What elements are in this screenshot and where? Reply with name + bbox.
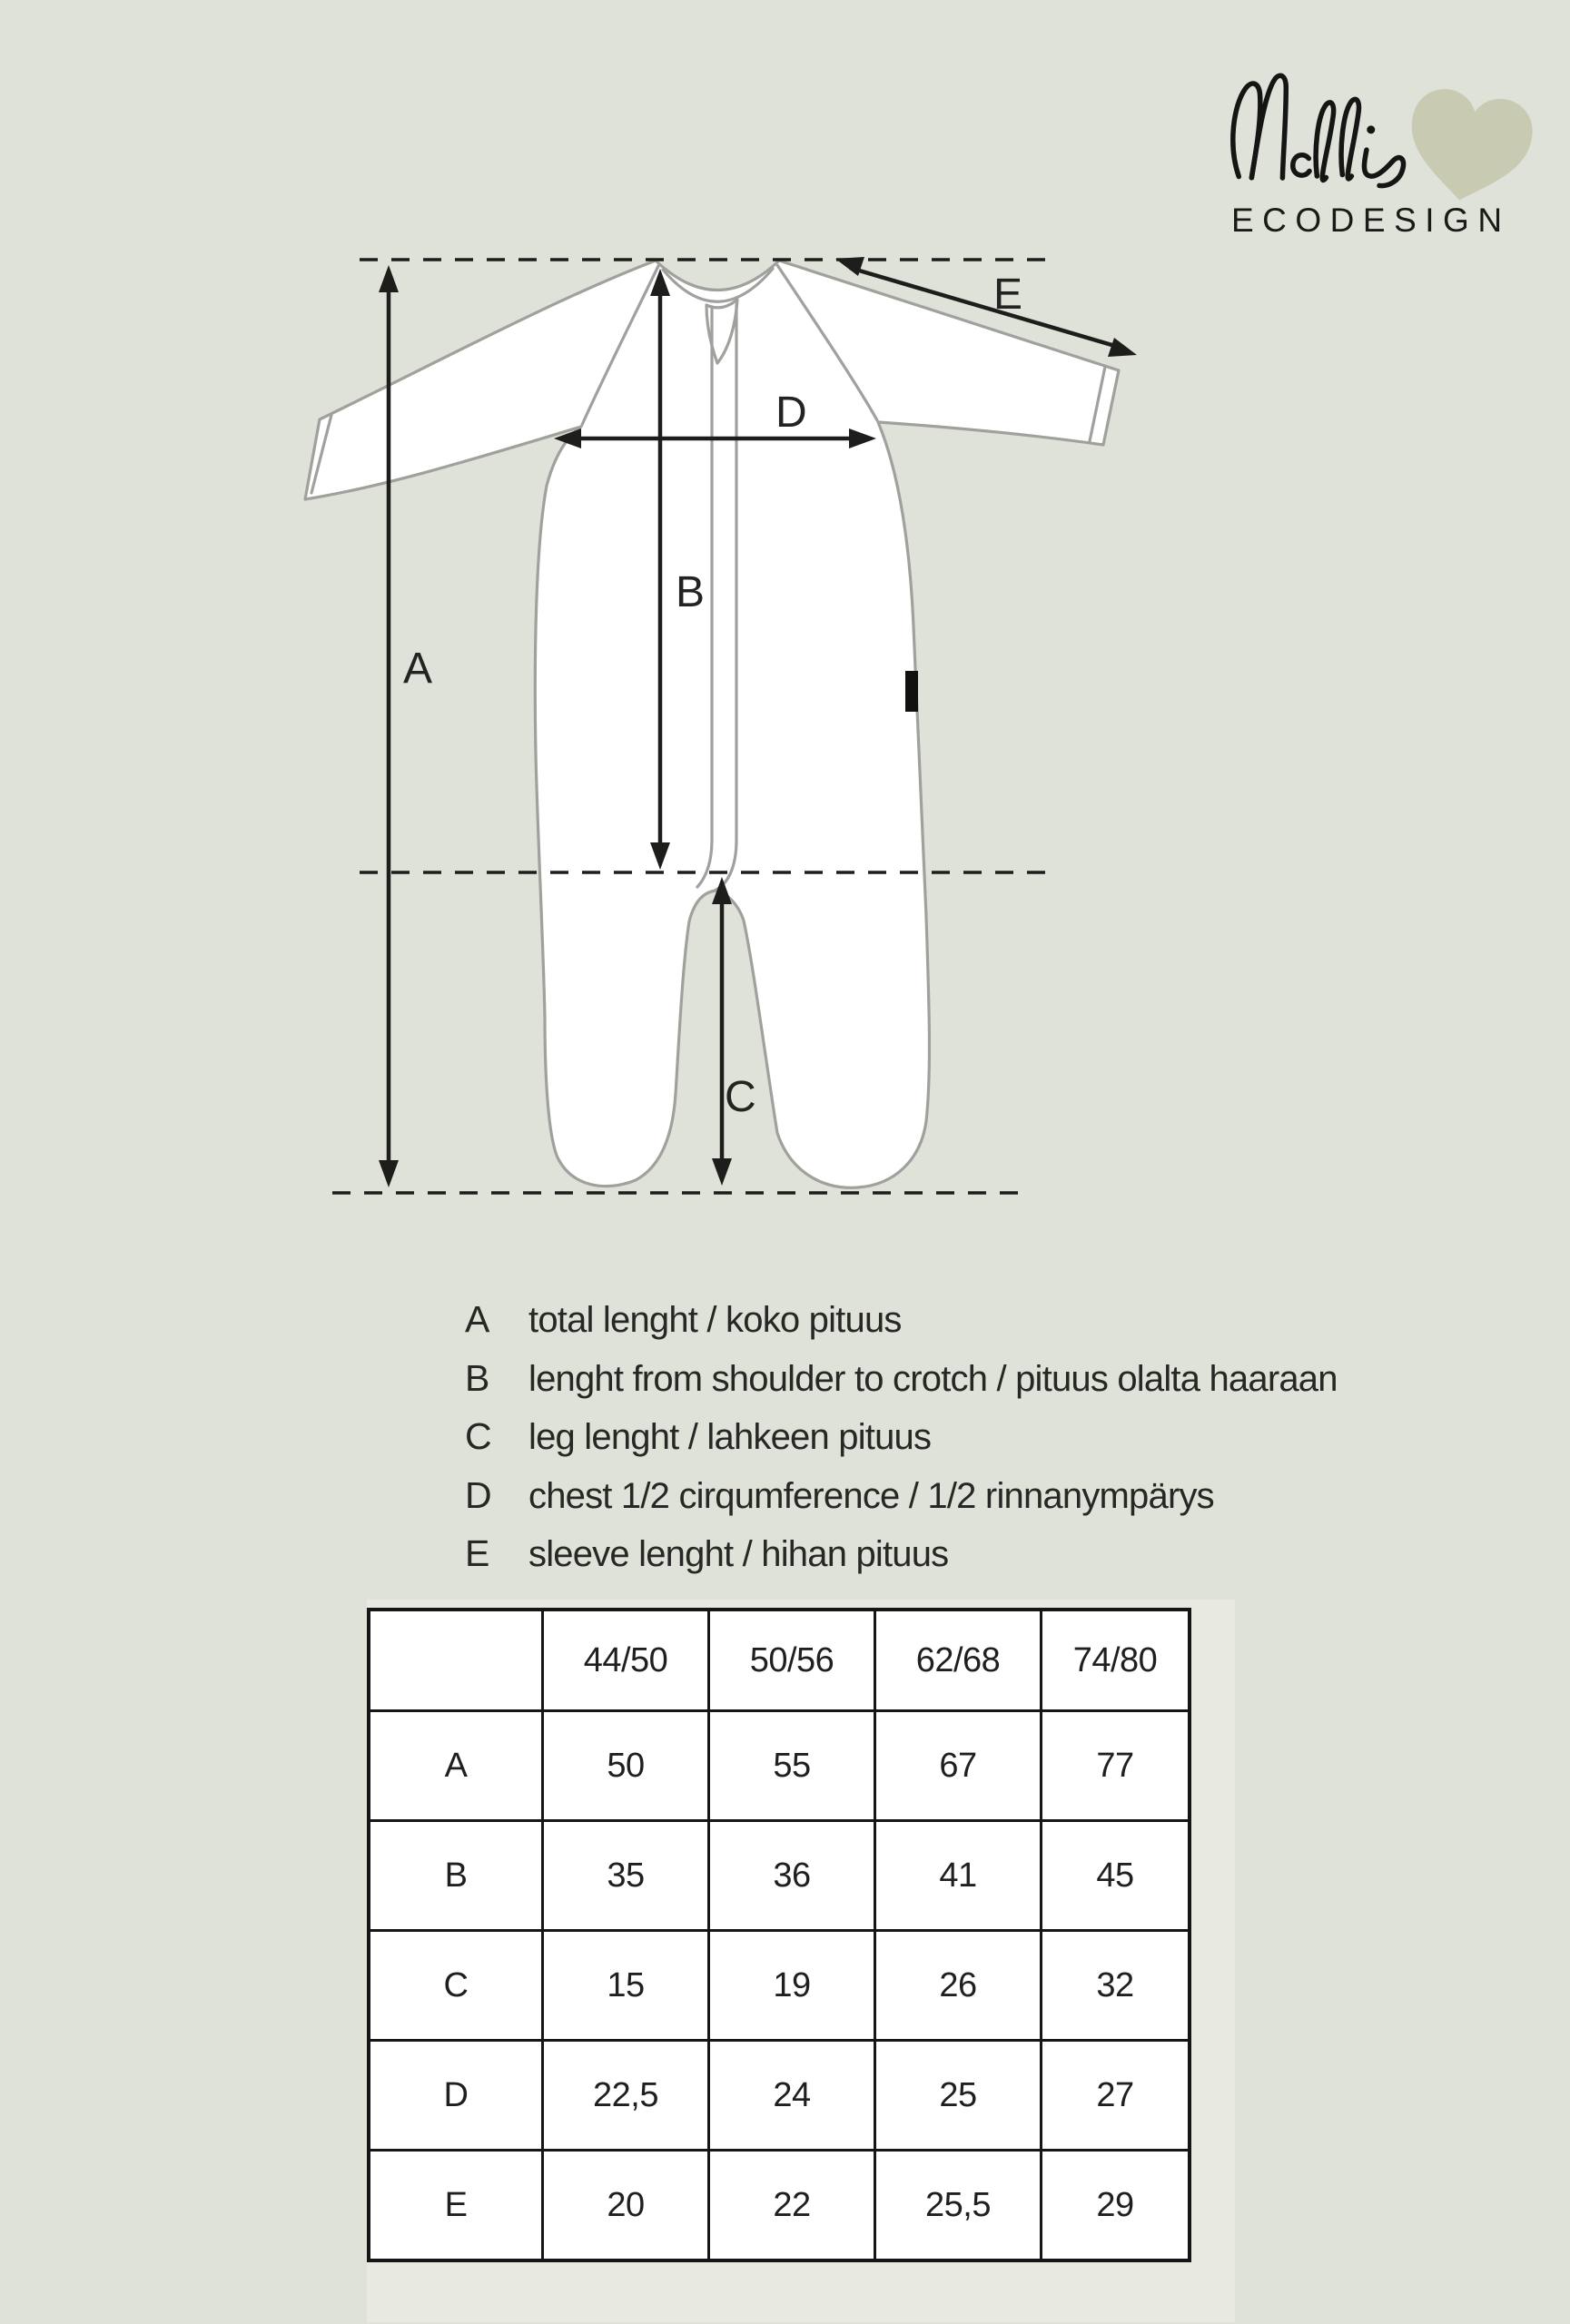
- table-value: 22,5: [544, 2042, 707, 2149]
- table-value: 41: [876, 1822, 1040, 1929]
- table-value: 35: [544, 1822, 707, 1929]
- table-header-size: 44/50: [544, 1611, 707, 1709]
- legend-letter: A: [465, 1298, 489, 1340]
- table-value: 15: [544, 1932, 707, 2039]
- arrow-C: [712, 877, 732, 1186]
- table-value: 22: [710, 2152, 874, 2259]
- table-value: 24: [710, 2042, 874, 2149]
- table-header-empty: [370, 1611, 541, 1709]
- diagram-label-b: B: [676, 568, 706, 616]
- legend-item-d: [465, 1474, 1338, 1533]
- size-table: [367, 1608, 1191, 2262]
- legend-letter: C: [465, 1415, 492, 1457]
- table-value: 77: [1042, 1712, 1188, 1819]
- legend-description: sleeve lenght / hihan pituus: [528, 1534, 949, 1574]
- diagram-label-a: A: [403, 645, 433, 693]
- brand-wordmark: ECODESIGN: [1231, 202, 1511, 239]
- garment-measurement-diagram: [263, 218, 1226, 1271]
- measurement-legend: [465, 1298, 1338, 1591]
- legend-description: lenght from shoulder to crotch / pituus olalta haaraan: [528, 1358, 1338, 1399]
- legend-letter: B: [465, 1356, 489, 1399]
- legend-description: leg lenght / lahkeen pituus: [528, 1417, 932, 1457]
- table-row-label: C: [370, 1932, 541, 2039]
- side-tag: [905, 671, 918, 712]
- table-value: 32: [1042, 1932, 1188, 2039]
- table-value: 36: [710, 1822, 874, 1929]
- legend-item-e: [465, 1532, 1338, 1591]
- legend-item-a: [465, 1298, 1338, 1357]
- table-value: 50: [544, 1712, 707, 1819]
- table-value: 26: [876, 1932, 1040, 2039]
- table-header-size: 50/56: [710, 1611, 874, 1709]
- table-value: 25,5: [876, 2152, 1040, 2259]
- legend-description: chest 1/2 cirqumference / 1/2 rinnanympärys: [528, 1475, 1214, 1516]
- legend-description: total lenght / koko pituus: [528, 1300, 902, 1340]
- table-value: 20: [544, 2152, 707, 2259]
- table-value: 55: [710, 1712, 874, 1819]
- diagram-label-d: D: [775, 389, 807, 437]
- legend-letter: E: [465, 1532, 489, 1574]
- table-header-size: 74/80: [1042, 1611, 1188, 1709]
- melli-script-icon: [1229, 69, 1405, 193]
- sleepsuit-drawing: [305, 261, 1119, 1187]
- legend-item-b: [465, 1357, 1338, 1416]
- table-row-label: A: [370, 1712, 541, 1819]
- table-header-size: 62/68: [876, 1611, 1040, 1709]
- table-value: 45: [1042, 1822, 1188, 1929]
- diagram-label-e: E: [993, 271, 1023, 319]
- table-row-label: B: [370, 1822, 541, 1929]
- table-value: 67: [876, 1712, 1040, 1819]
- diagram-label-c: C: [725, 1073, 756, 1121]
- table-value: 29: [1042, 2152, 1188, 2259]
- table-value: 25: [876, 2042, 1040, 2149]
- table-row-label: E: [370, 2152, 541, 2259]
- table-value: 27: [1042, 2042, 1188, 2149]
- legend-letter: D: [465, 1473, 492, 1516]
- table-row-label: D: [370, 2042, 541, 2149]
- legend-item-c: [465, 1415, 1338, 1474]
- heart-icon: [1400, 84, 1538, 211]
- table-value: 19: [710, 1932, 874, 2039]
